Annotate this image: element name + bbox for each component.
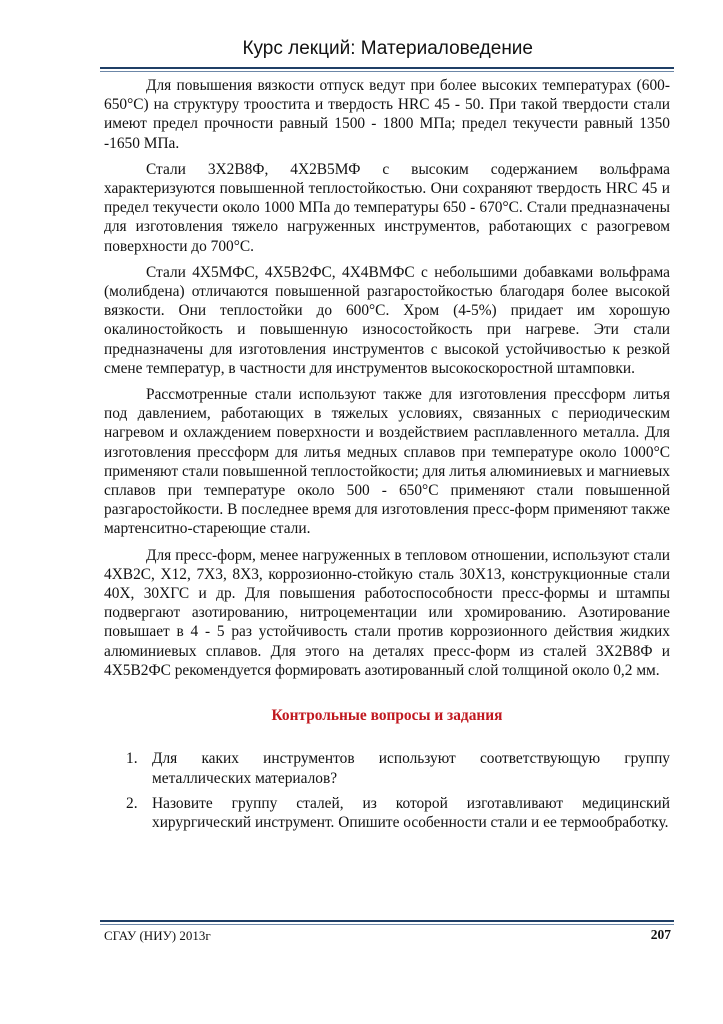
question-item xyxy=(126,749,670,787)
paragraph: Рассмотренные стали используют также для изготовления прессформ литья под давлением, работающих в тяжелых условиях, связанных с периодическим нагревом и охлаждением поверхности и воздействием расплавленного металла. Для изготовления прессформ для литья медных сплавов при температуре около 1000°С применяют стали повышенной теплостойкости; для литья алюминиевых и магниевых сплавов при температуре около 500 - 650°С применяют стали повышенной разгаростойкости. В последнее время для изготовления пресс-форм применяют также мартенситно-стареющие стали. xyxy=(104,386,670,538)
paragraph: Для повышения вязкости отпуск ведут при более высоких температурах (600-650°С) на структуру троостита и твердость HRC 45 - 50. При такой твердости стали имеют предел прочности равный 1500 - 1800 МПа; предел текучести равный 1350 -1650 МПа. xyxy=(104,77,670,152)
footer-institution: СГАУ (НИУ) 2013г xyxy=(104,928,211,943)
question-text: Для каких инструментов используют соответствующую группу металлических материалов? xyxy=(152,750,670,787)
question-item xyxy=(126,794,670,832)
question-number: 1. xyxy=(126,750,138,768)
questions-list xyxy=(104,749,670,832)
footer-rule-thin xyxy=(100,924,674,925)
question-text: Назовите группу сталей, из которой изготавливают медицинский хирургический инструмент. Опишите особенности стали и ее термообработку. xyxy=(152,794,670,831)
paragraph: Стали 4Х5МФС, 4Х5В2ФС, 4Х4ВМФС с небольшими добавками вольфрама (молибдена) отличаются повышенной разгаростойкостью благодаря более высокой вязкости. Они теплостойки до 600°С. Хром (4-5%) придает им хорошую окалиностойкость и повышенную износостойкость при нагреве. Эти стали предназначены для изготовления инструментов с высокой устойчивостью к резкой смене температур, в частности для инструментов высокоскоростной штамповки. xyxy=(104,263,670,377)
paragraph: Стали 3Х2В8Ф, 4Х2В5МФ с высоким содержанием вольфрама характеризуются повышенной теплостойкостью. Они сохраняют твердость HRC 45 и предел текучести около 1000 МПа до температуры 650 - 670°С. Стали предназначены для изготовления тяжело нагруженных инструментов, работающих с разогревом поверхности до 700°С. xyxy=(104,160,670,255)
page-header-title: Курс лекций: Материаловедение xyxy=(242,38,533,59)
page-content xyxy=(104,76,670,838)
header-rule xyxy=(100,67,674,69)
paragraph: Для пресс-форм, менее нагруженных в тепловом отношении, используют стали 4ХВ2С, Х12, 7Х3, 8Х3, коррозионно-стойкую сталь 30Х13, конструкционные стали 40Х, 30ХГС и др. Для повышения работоспособности пресс-формы и штампы подвергают азотированию, нитроцементации или хромированию. Азотирование повышает в 4 - 5 раз устойчивость стали против коррозионного действия жидких алюминиевых сплавов. Для этого на деталях пресс-форм из сталей 3Х2В8Ф и 4Х5В2ФС рекомендуется формировать азотированный слой толщиной около 0,2 мм. xyxy=(104,546,670,679)
question-number: 2. xyxy=(126,794,138,812)
footer-rule xyxy=(100,920,674,922)
header-rule-thin xyxy=(100,71,674,72)
page-number: 207 xyxy=(650,927,671,942)
section-title: Контрольные вопросы и задания xyxy=(271,707,503,725)
